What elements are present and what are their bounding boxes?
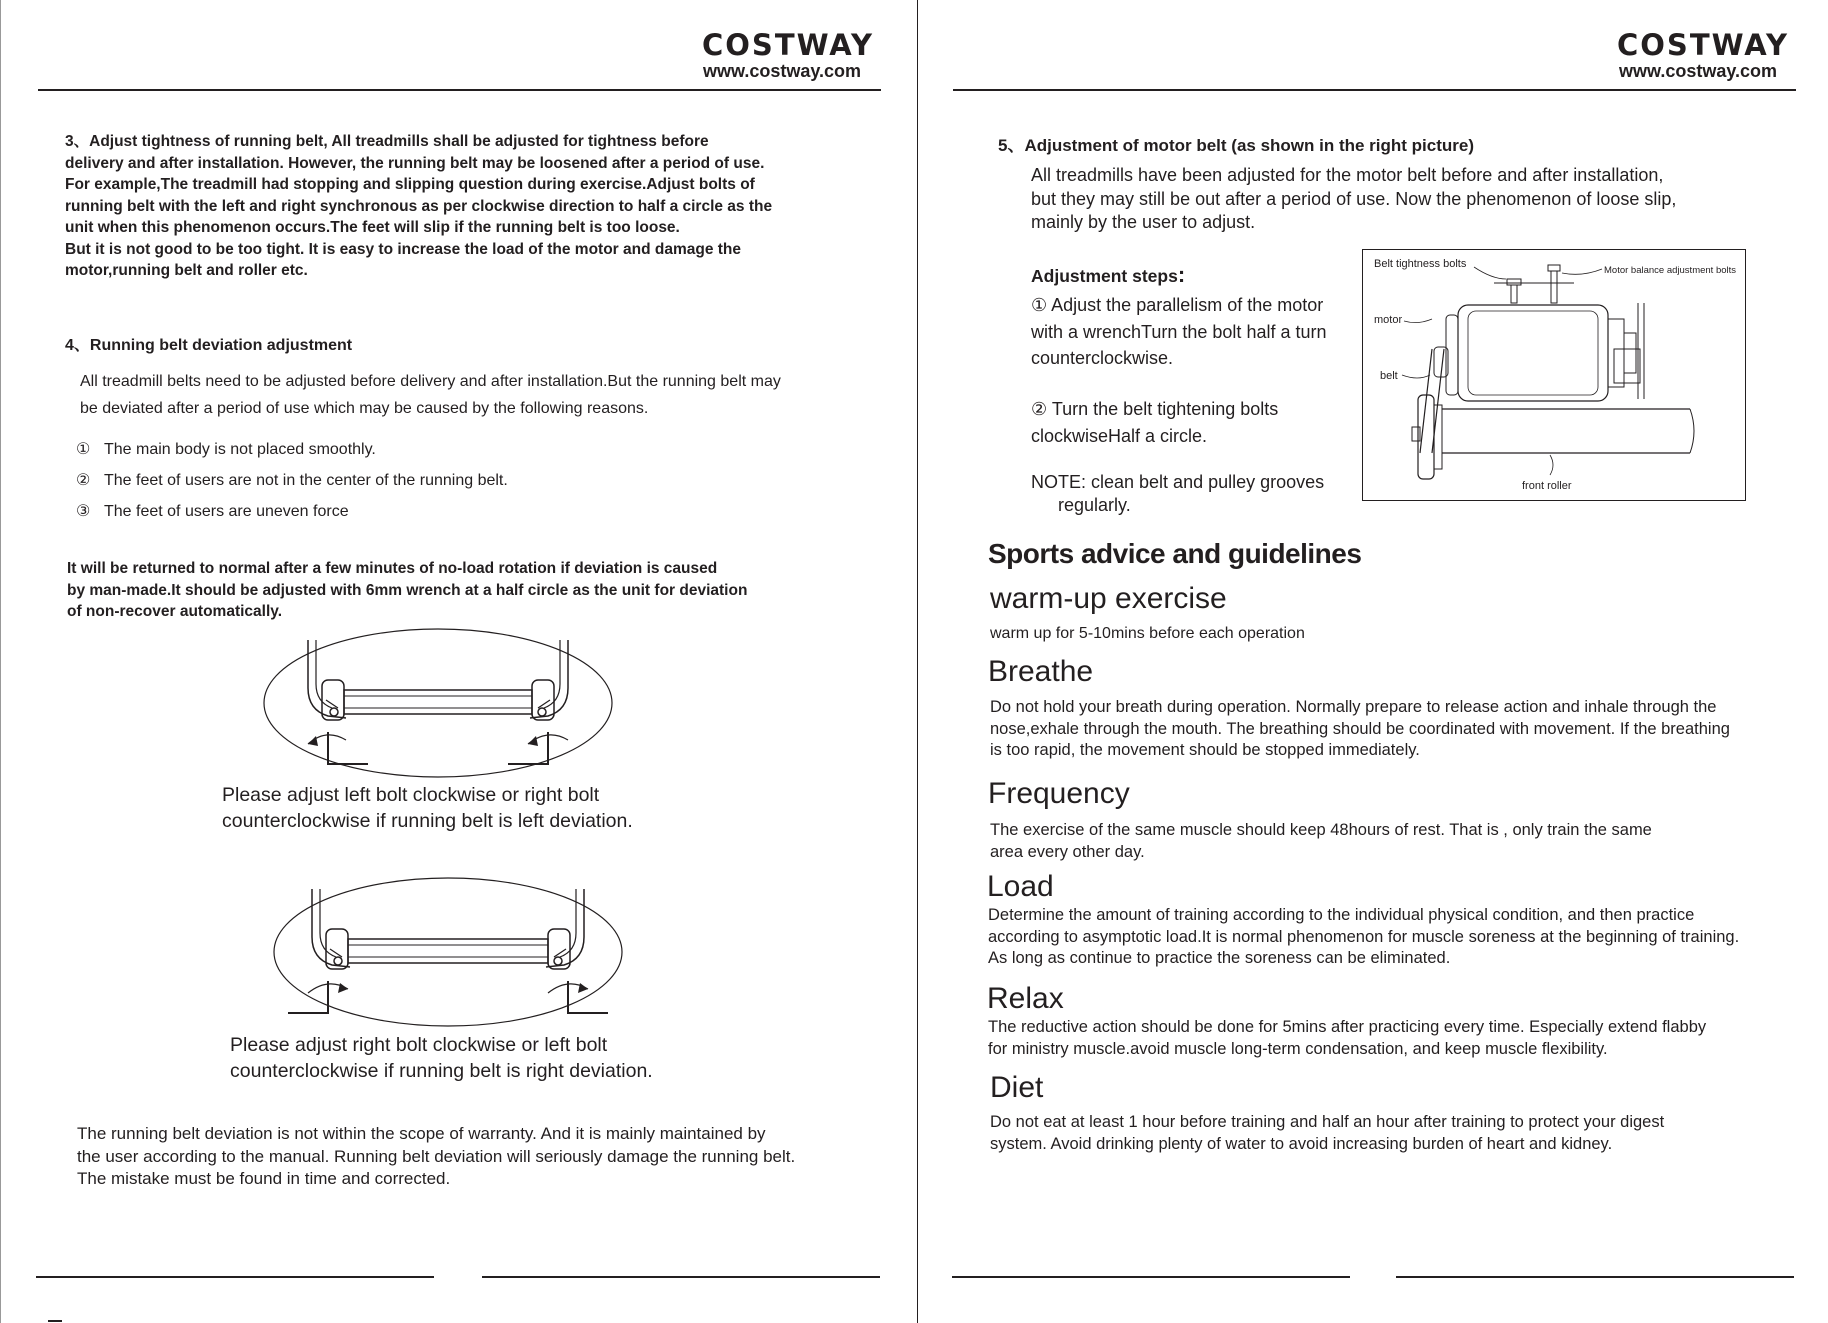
warmup-title: warm-up exercise	[990, 582, 1227, 615]
relax-title: Relax	[987, 982, 1064, 1015]
text-line: but they may still be out after a period of use. Now the phenomenon of loose slip,	[1031, 188, 1677, 209]
text-line: with a wrenchTurn the bolt half a turn	[1031, 321, 1327, 342]
text-line: area every other day.	[990, 842, 1145, 861]
header-rule-right	[953, 89, 1796, 91]
brand-logo-right: COSTWAY	[1617, 28, 1789, 62]
sports-advice-title: Sports advice and guidelines	[988, 538, 1362, 569]
page-divider	[917, 0, 918, 1323]
steps-title-colon: :	[1177, 262, 1186, 287]
page-corner-mark	[48, 1320, 62, 1322]
text-line: The running belt deviation is not within the scope of warranty. And it is mainly maintained by	[77, 1124, 766, 1143]
section-4-title: 4、Running belt deviation adjustment	[65, 337, 353, 354]
brand-url-right: www.costway.com	[1619, 61, 1778, 81]
caption-right-deviation	[230, 1032, 653, 1084]
load-title: Load	[987, 870, 1054, 903]
diet-title: Diet	[990, 1071, 1044, 1104]
footer-rule	[952, 1276, 1350, 1278]
text-line: counterclockwise if running belt is left deviation.	[222, 810, 633, 832]
brand-logo-left: COSTWAY	[702, 28, 874, 62]
diet-text	[990, 1112, 1664, 1155]
caption-left-deviation	[222, 782, 633, 834]
right-deviation-diagram	[268, 877, 628, 1027]
footer-rule	[36, 1276, 434, 1278]
list-item	[76, 465, 508, 496]
text-line: Determine the amount of training according to the individual physical condition, and then practice	[988, 906, 1695, 924]
text-line: All treadmill belts need to be adjusted before delivery and after installation.But the running belt may	[80, 373, 781, 390]
text-line: system. Avoid drinking plenty of water to avoid increasing burden of heart and kidney.	[990, 1134, 1613, 1153]
adjustment-steps-title	[1031, 262, 1185, 288]
label-front-roller: front roller	[1522, 480, 1572, 492]
text-line: of non-recover automatically.	[67, 603, 283, 620]
note-text	[1031, 471, 1324, 517]
list-number: ①	[76, 441, 91, 458]
text-line: is too rapid, the movement should be stopped immediately.	[990, 741, 1420, 759]
text-line: As long as continue to practice the soreness can be eliminated.	[988, 949, 1451, 967]
list-number: ③	[76, 503, 91, 520]
list-number: ②	[76, 472, 91, 489]
header-rule-left	[38, 89, 881, 91]
text-line: nose,exhale through the mouth. The breathing should be coordinated with movement. If the breathing	[990, 719, 1730, 738]
relax-text	[988, 1017, 1706, 1060]
list-item	[76, 496, 508, 527]
section-3-text	[65, 131, 772, 282]
list-item-text: The feet of users are not in the center of the running belt.	[104, 472, 508, 489]
breathe-title: Breathe	[988, 655, 1094, 688]
section-5-title: 5、Adjustment of motor belt (as shown in the right picture)	[998, 136, 1475, 155]
text-line: NOTE: clean belt and pulley grooves	[1031, 472, 1325, 492]
text-line: clockwiseHalf a circle.	[1031, 425, 1208, 446]
list-item	[76, 434, 508, 465]
left-deviation-diagram	[258, 628, 618, 778]
page-left-edge	[0, 0, 1, 1323]
return-normal-text	[67, 558, 747, 623]
text-line: regularly.	[1058, 495, 1131, 515]
text-line: 3、Adjust tightness of running belt, All treadmills shall be adjusted for tightness before	[65, 133, 709, 150]
text-line: the user according to the manual. Running belt deviation will seriously damage the running belt.	[77, 1146, 796, 1166]
text-line: according to asymptotic load.It is normal phenomenon for muscle soreness at the beginning of training.	[988, 927, 1740, 946]
text-line: running belt with the left and right synchronous as per clockwise direction to half a circle as the	[65, 197, 773, 215]
text-line: counterclockwise.	[1031, 348, 1174, 368]
motor-belt-figure	[1362, 249, 1746, 501]
label-belt: belt	[1380, 370, 1398, 382]
breathe-text	[990, 697, 1730, 762]
section-4-intro	[80, 368, 781, 422]
text-line: The reductive action should be done for 5mins after practicing every time. Especially extend flabby	[988, 1018, 1707, 1036]
list-item-text: The feet of users are uneven force	[104, 503, 349, 520]
text-line: But it is not good to be too tight. It is easy to increase the load of the motor and damage the	[65, 240, 742, 258]
brand-url-left: www.costway.com	[703, 61, 862, 81]
text-line: mainly by the user to adjust.	[1031, 212, 1256, 232]
steps-title-text: Adjustment steps	[1031, 266, 1178, 286]
step-2	[1031, 396, 1278, 449]
list-item-text: The main body is not placed smoothly.	[104, 441, 376, 458]
frequency-text	[990, 820, 1652, 863]
text-line: For example,The treadmill had stopping and slipping question during exercise.Adjust bolts of	[65, 176, 755, 193]
text-line: The exercise of the same muscle should keep 48hours of rest. That is , only train the same	[990, 821, 1652, 839]
text-line: Please adjust left bolt clockwise or right bolt	[222, 784, 600, 806]
footer-rule	[482, 1276, 880, 1278]
text-line: unit when this phenomenon occurs.The feet will slip if the running belt is too loose.	[65, 219, 680, 236]
text-line: Do not hold your breath during operation. Normally prepare to release action and inhale through the	[990, 698, 1717, 716]
reasons-list	[76, 434, 508, 527]
step-1	[1031, 292, 1327, 372]
text-line: ① Adjust the parallelism of the motor	[1031, 295, 1324, 315]
label-belt-tightness-bolts: Belt tightness bolts	[1374, 258, 1467, 270]
text-line: for ministry muscle.avoid muscle long-term condensation, and keep muscle flexibility.	[988, 1039, 1608, 1058]
text-line: counterclockwise if running belt is right deviation.	[230, 1060, 653, 1082]
label-motor-balance-bolts: Motor balance adjustment bolts	[1604, 265, 1737, 276]
load-text	[988, 905, 1739, 970]
footer-rule	[1396, 1276, 1794, 1278]
text-line: The mistake must be found in time and corrected.	[77, 1169, 451, 1188]
frequency-title: Frequency	[988, 777, 1130, 810]
warmup-text: warm up for 5-10mins before each operation	[990, 625, 1305, 642]
text-line: Do not eat at least 1 hour before training and half an hour after training to protect your digest	[990, 1113, 1665, 1131]
text-line: be deviated after a period of use which may be caused by the following reasons.	[80, 400, 649, 417]
text-line: ② Turn the belt tightening bolts	[1031, 399, 1279, 419]
text-line: delivery and after installation. However, the running belt may be loosened after a period of use.	[65, 154, 765, 172]
text-line: All treadmills have been adjusted for the motor belt before and after installation,	[1031, 165, 1664, 185]
text-line: motor,running belt and roller etc.	[65, 262, 308, 279]
label-motor: motor	[1374, 314, 1403, 326]
text-line: by man-made.It should be adjusted with 6mm wrench at a half circle as the unit for deviation	[67, 581, 748, 599]
text-line: Please adjust right bolt clockwise or left bolt	[230, 1034, 608, 1056]
warranty-text	[77, 1123, 795, 1191]
section-5-intro	[1031, 164, 1676, 235]
text-line: It will be returned to normal after a few minutes of no-load rotation if deviation is caused	[67, 560, 718, 577]
